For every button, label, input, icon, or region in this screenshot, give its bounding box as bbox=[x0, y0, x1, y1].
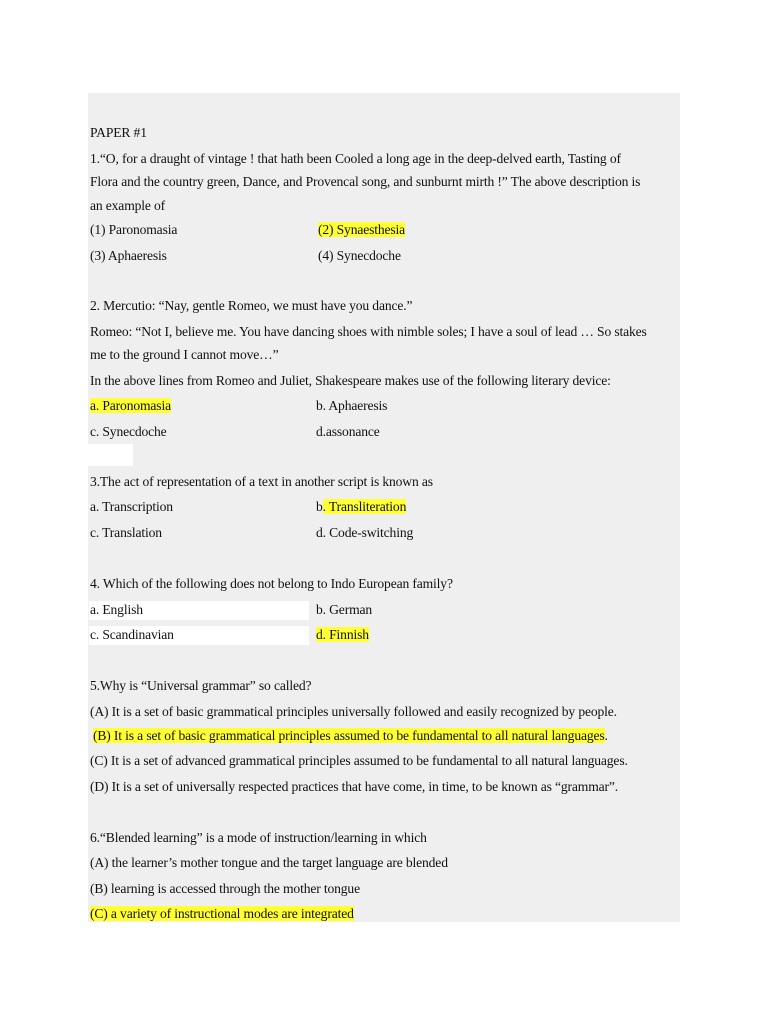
answer-highlight: a. Paronomasia bbox=[90, 398, 171, 413]
question-2-option-b: b. Aphaeresis bbox=[316, 398, 388, 413]
question-3-option-a: a. Transcription bbox=[90, 499, 173, 514]
question-4-option-c: c. Scandinavian bbox=[90, 627, 174, 642]
question-5-option-c: (C) It is a set of advanced grammatical principles assumed to be fundamental to all natural languages. bbox=[90, 753, 628, 768]
answer-highlight: d. Finnish bbox=[316, 627, 369, 642]
question-2-stem-line: me to the ground I cannot move…” bbox=[90, 347, 279, 362]
question-3-stem-line: 3.The act of representation of a text in another script is known as bbox=[90, 474, 433, 489]
question-4-option-a: a. English bbox=[90, 602, 143, 617]
question-5-stem-line: 5.Why is “Universal grammar” so called? bbox=[90, 678, 312, 693]
question-2-option-c: c. Synecdoche bbox=[90, 424, 167, 439]
option-letter: b bbox=[316, 499, 323, 514]
question-2-stem-line: In the above lines from Romeo and Juliet, Shakespeare makes use of the following literary device: bbox=[90, 373, 611, 388]
answer-text: Transliteration bbox=[328, 499, 407, 514]
page-notch bbox=[88, 444, 133, 466]
question-5-option-a: (A) It is a set of basic grammatical principles universally followed and easily recognized by people. bbox=[90, 704, 617, 719]
question-1-option-2-answer bbox=[318, 221, 405, 239]
question-3-option-b-answer bbox=[316, 498, 406, 516]
question-6-option-c-answer bbox=[90, 905, 354, 923]
question-1-stem-line: an example of bbox=[90, 198, 166, 213]
question-2-option-a-answer bbox=[90, 397, 171, 415]
question-1-option-3: (3) Aphaeresis bbox=[90, 248, 167, 263]
question-6-option-b: (B) learning is accessed through the mother tongue bbox=[90, 881, 360, 896]
question-1-option-1: (1) Paronomasia bbox=[90, 222, 178, 237]
question-2-stem-line: 2. Mercutio: “Nay, gentle Romeo, we must have you dance.” bbox=[90, 298, 413, 313]
question-1-stem-line: 1.“O, for a draught of vintage ! that hath been Cooled a long age in the deep-delved earth, Tasting of bbox=[90, 151, 621, 166]
question-4-option-b: b. German bbox=[316, 602, 373, 617]
question-2-stem-line: Romeo: “Not I, believe me. You have dancing shoes with nimble soles; I have a soul of lead … So stakes bbox=[90, 324, 647, 339]
answer-highlight: (C) a variety of instructional modes are integrated bbox=[90, 906, 354, 921]
question-4-stem-line: 4. Which of the following does not belong to Indo European family? bbox=[90, 576, 453, 591]
answer-highlight: (2) Synaesthesia bbox=[318, 222, 406, 237]
question-5-option-b-answer bbox=[93, 727, 608, 745]
question-4-option-d-answer bbox=[316, 626, 369, 644]
question-1-stem-line: Flora and the country green, Dance, and Provencal song, and sunburnt mirth !” The above description is bbox=[90, 174, 641, 189]
question-6-stem-line: 6.“Blended learning” is a mode of instruction/learning in which bbox=[90, 830, 427, 845]
question-3-option-c: c. Translation bbox=[90, 525, 162, 540]
question-1-option-4: (4) Synecdoche bbox=[318, 248, 401, 263]
answer-highlight: (B) It is a set of basic grammatical principles assumed to be fundamental to all natural languages bbox=[93, 728, 605, 743]
question-2-option-d: d.assonance bbox=[316, 424, 380, 439]
question-5-option-d: (D) It is a set of universally respected practices that have come, in time, to be known as “grammar”. bbox=[90, 779, 619, 794]
answer-highlight: . Transliteration bbox=[322, 499, 407, 514]
paper-title: PAPER #1 bbox=[90, 125, 147, 140]
question-3-option-d: d. Code-switching bbox=[316, 525, 414, 540]
question-6-option-a: (A) the learner’s mother tongue and the target language are blended bbox=[90, 855, 448, 870]
sentence-period: . bbox=[604, 728, 608, 743]
